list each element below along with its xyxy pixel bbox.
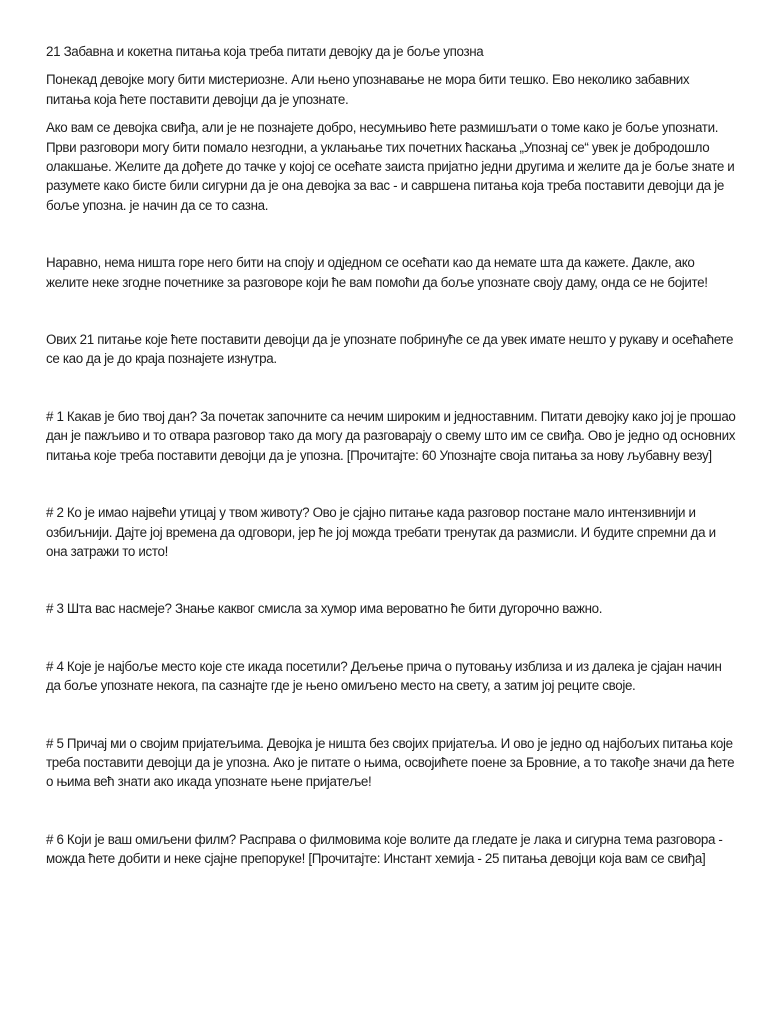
question-2-paragraph: # 2 Ко је имао највећи утицај у твом животу? Ово је сјајно питање када разговор постане мало интензивнији и озбиљнији. Дајте јој времена да одговори, јер ће јој можда требати тренутак да размисли. И будите спремни да и она затражи то исто! [46, 505, 716, 559]
document-title: 21 Забавна и кокетна питања која треба питати девојку да је боље упозна [46, 44, 484, 59]
body-paragraph: Наравно, нема ништа горе него бити на споју и одједном се осећати као да немате шта да кажете. Дакле, ако желите неке згодне почетнике за разговоре који ће вам помоћи да боље упознате своју даму, онда се не бојите! [46, 255, 708, 290]
question-4-paragraph: # 4 Које је најбоље место које сте икада посетили? Дељење прича о путовању изблиза и из далека је сјајан начин да боље упознате некога, па сазнајте где је њено омиљено место на свету, а затим јој реците своје. [46, 658, 722, 694]
question-5-paragraph: # 5 Причај ми о својим пријатељима. Девојка је ништа без својих пријатеља. И ово је једно од најбољих питања које треба поставити девојци да је упозна. Ако је питате о њима, освојићете поене за Бровние, а то такође значи да ћете о њима већ знати ако икада упознате њене пријатеље! [46, 735, 735, 790]
document-page [46, 42, 736, 869]
question-6-paragraph: # 6 Који је ваш омиљени филм? Расправа о филмовима које волите да гледате је лака и сигурна тема разговора - можда ћете добити и неке сјајне препоруке! [Прочитајте: Инстант хемија - 25 питања девојци која вам се свиђа] [46, 831, 723, 867]
body-paragraph: Ако вам се девојка свиђа, али је не познајете добро, несумњиво ћете размишљати о томе како је боље упознати. Први разговори могу бити помало незгодни, а уклањање тих почетних ћаскања „Упознај се“ увек је добродошло олакшање. Желите да дођете до тачке у којој се осећате заиста пријатно једни другима и желите да је боље знате и разумете како бисте били сигурни да је она девојка за вас - и савршена питања која треба поставити девојци да је боље упозна. је начин да се то сазна. [46, 120, 735, 213]
body-paragraph: Ових 21 питање које ћете поставити девојци да је упознате побринуће се да увек имате нешто у рукаву и осећаћете се као да је до краја познајете изнутра. [46, 332, 734, 367]
question-3-paragraph: # 3 Шта вас насмеје? Знање каквог смисла за хумор има вероватно ће бити дугорочно важно. [46, 601, 603, 617]
question-1-paragraph: # 1 Какав је био твој дан? За почетак започните са нечим широким и једноставним. Питати девојку како јој је прошао дан је пажљиво и то отвара разговор тако да могу да разговарају о свему што им се свиђа. Ово је једно од основних питања које треба поставити девојци да је упозна. [Прочитајте: 60 Упознајте своја питања за нову љубавну везу] [46, 408, 736, 463]
intro-paragraph: Понекад девојке могу бити мистериозне. Али њено упознавање не мора бити тешко. Ево неколико забавних питања која ћете поставити девојци да је упознате. [46, 72, 690, 107]
